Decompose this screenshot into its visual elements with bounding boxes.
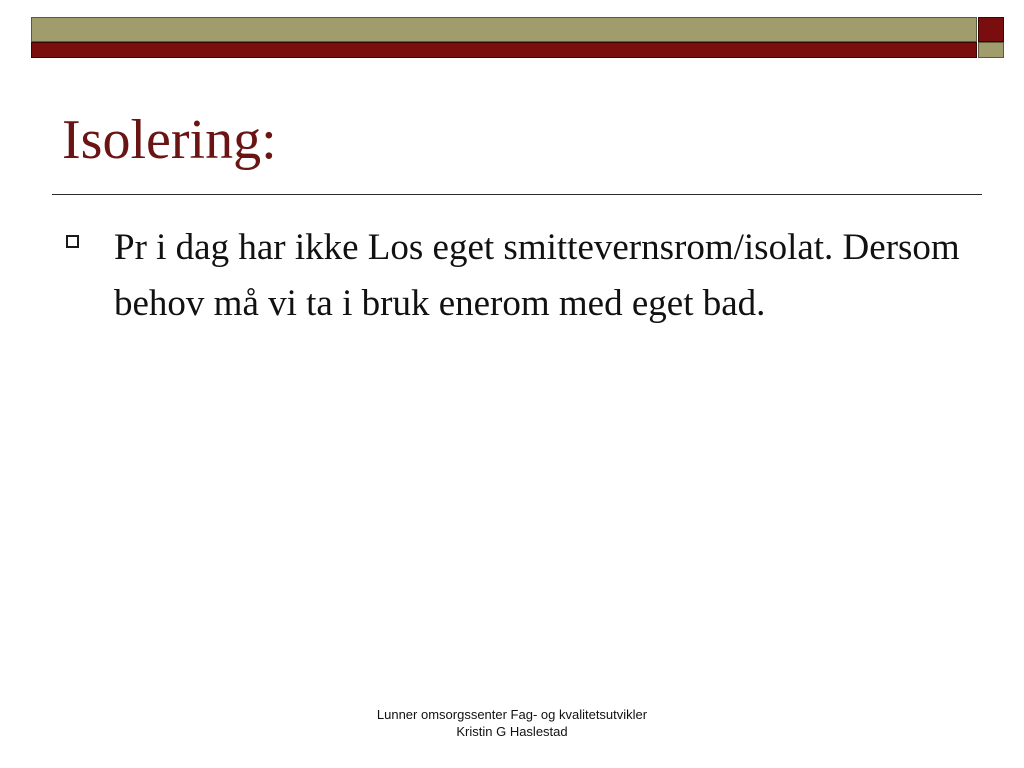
- hollow-square-bullet-icon: [66, 235, 79, 248]
- slide-title: Isolering:: [62, 109, 277, 171]
- bullet-text: Pr i dag har ikke Los eget smittevernsrom/isolat. Dersom behov må vi ta i bruk enerom med eget bad.: [114, 227, 960, 324]
- slide-footer: [312, 706, 712, 740]
- bullet-item: [66, 220, 966, 332]
- header-corner-olive-square: [978, 42, 1004, 58]
- title-divider: [52, 194, 982, 195]
- header-band-maroon: [31, 42, 977, 58]
- header-band-olive: [31, 17, 977, 42]
- footer-line-1: Lunner omsorgssenter Fag- og kvalitetsutvikler: [376, 707, 648, 722]
- footer-line-2: Kristin G Haslestad: [456, 724, 568, 739]
- bullet-list: [66, 220, 966, 332]
- header-corner-maroon-square: [978, 17, 1004, 42]
